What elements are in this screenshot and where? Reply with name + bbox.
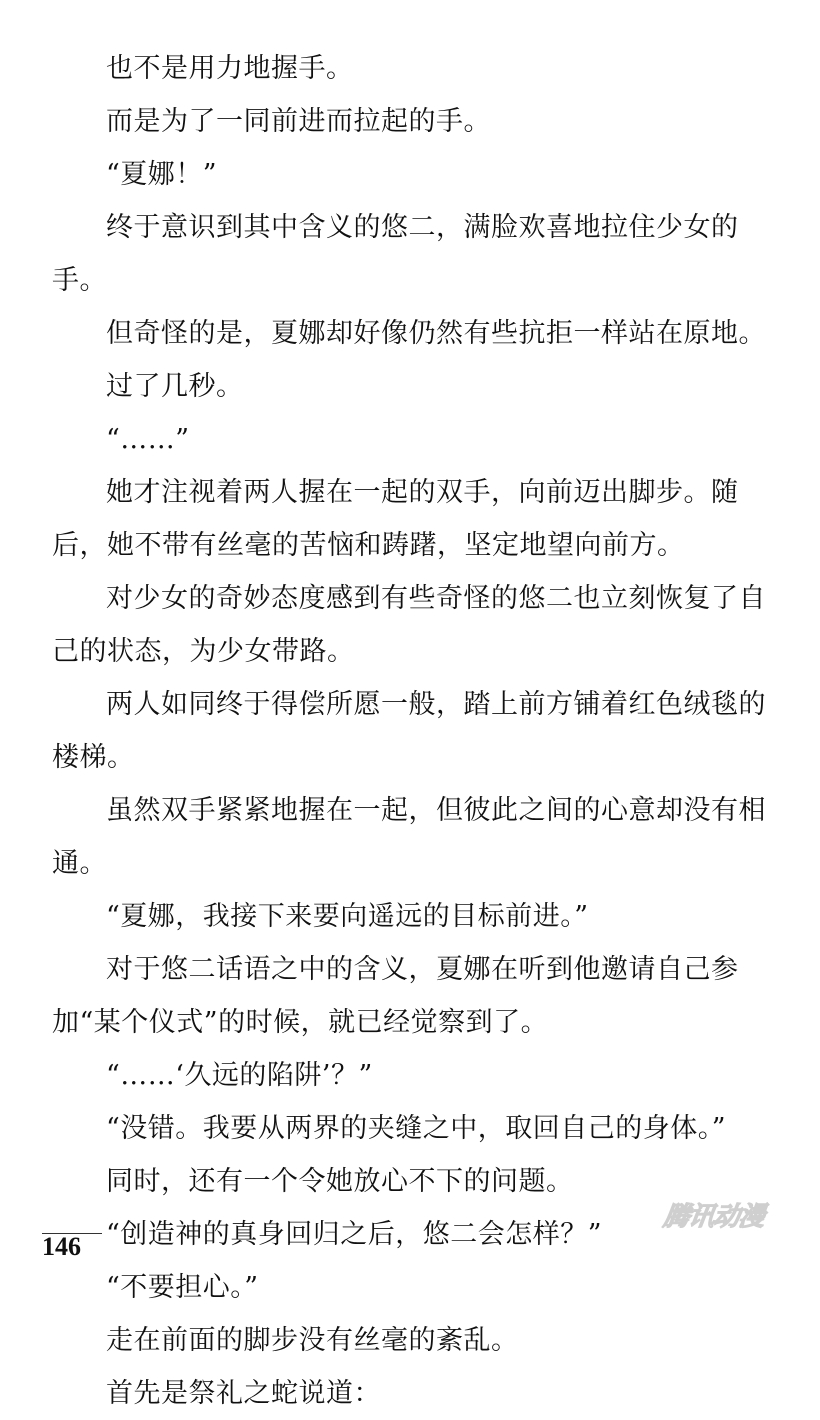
paragraph-20: 首先是祭礼之蛇说道： (106, 1378, 381, 1409)
paragraph-9: 对少女的奇妙态度感到有些奇怪的悠二也立刻恢复了自己的状态，为少女带路。 (52, 583, 766, 667)
page-number: 146 (42, 1232, 81, 1261)
paragraph-13: 对于悠二话语之中的含义，夏娜在听到他邀请自己参加“某个仪式”的时候，就已经觉察到了。 (52, 954, 739, 1038)
paragraph-2: 而是为了一同前进而拉起的手。 (106, 106, 491, 137)
paragraph-14: “……‘久远的陷阱’？” (106, 1060, 373, 1091)
paragraph-8: 她才注视着两人握在一起的双手，向前迈出脚步。随后，她不带有丝毫的苦恼和踌躇，坚定地望向前方。 (52, 477, 739, 561)
paragraph-19: 走在前面的脚步没有丝毫的紊乱。 (106, 1325, 519, 1356)
paragraph-6: 过了几秒。 (106, 371, 244, 402)
paragraph-7: “……” (106, 424, 190, 455)
paragraph-5: 但奇怪的是，夏娜却好像仍然有些抗拒一样站在原地。 (106, 318, 766, 349)
paragraph-11: 虽然双手紧紧地握在一起，但彼此之间的心意却没有相通。 (52, 795, 766, 879)
paragraph-3: “夏娜！” (106, 159, 218, 190)
paragraph-12: “夏娜，我接下来要向遥远的目标前进。” (106, 901, 589, 932)
paragraph-10: 两人如同终于得偿所愿一般，踏上前方铺着红色绒毯的楼梯。 (52, 689, 766, 773)
paragraph-15: “没错。我要从两界的夹缝之中，取回自己的身体。” (106, 1113, 727, 1144)
paragraph-1: 也不是用力地握手。 (106, 53, 354, 84)
watermark-logo: 腾讯动漫 (661, 1202, 766, 1232)
paragraph-16: 同时，还有一个令她放心不下的问题。 (106, 1166, 574, 1197)
paragraph-18: “不要担心。” (106, 1272, 259, 1303)
paragraph-17: “创造神的真身回归之后，悠二会怎样？” (106, 1219, 603, 1250)
paragraph-4: 终于意识到其中含义的悠二，满脸欢喜地拉住少女的手。 (52, 212, 739, 296)
